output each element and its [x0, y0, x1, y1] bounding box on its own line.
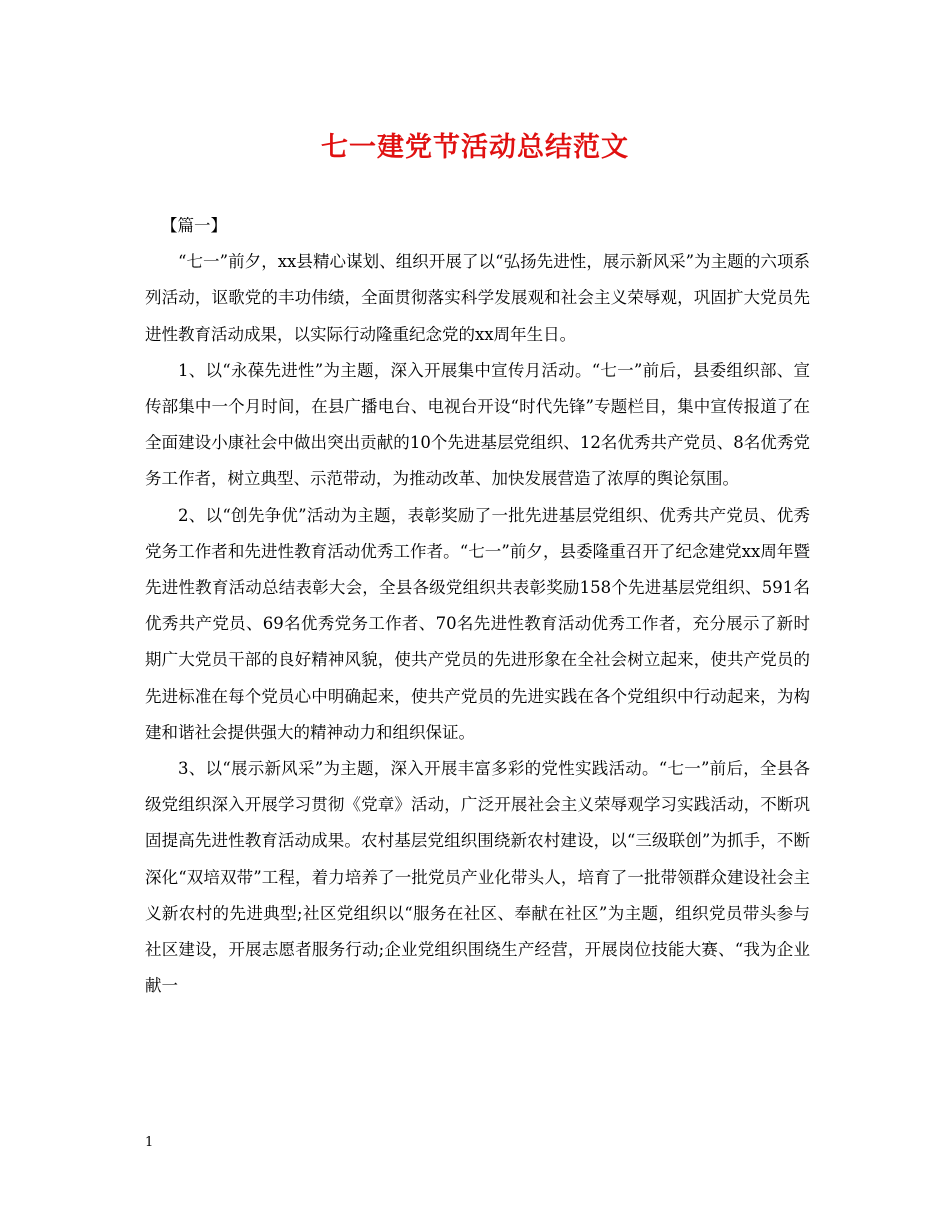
document-title: 七一建党节活动总结范文 — [321, 132, 629, 163]
section-label: 【篇一】 — [161, 216, 227, 235]
intro-paragraph: “七一”前夕，xx县精心谋划、组织开展了以“弘扬先进性，展示新风采”为主题的六项系列活动，讴歌党的丰功伟绩，全面贯彻落实科学发展观和社会主义荣辱观，巩固扩大党员先进性教育活动成果，以实际行动隆重纪念党的xx周年生日。 — [145, 252, 810, 344]
paragraph-item-1: 1、以“永葆先进性”为主题，深入开展集中宣传月活动。“七一”前后，县委组织部、宣传部集中一个月时间，在县广播电台、电视台开设“时代先锋”专题栏目，集中宣传报道了在全面建设小康社会中做出突出贡献的10个先进基层党组织、12名优秀共产党员、8名优秀党务工作者，树立典型、示范带动，为推动改革、加快发展营造了浓厚的舆论氛围。 — [145, 360, 810, 489]
paragraph-item-2: 2、以“创先争优”活动为主题，表彰奖励了一批先进基层党组织、优秀共产党员、优秀党务工作者和先进性教育活动优秀工作者。“七一”前夕，县委隆重召开了纪念建党xx周年暨先进性教育活动总结表彰大会，全县各级党组织共表彰奖励158个先进基层党组织、591名优秀共产党员、69名优秀党务工作者、70名先进性教育活动优秀工作者，充分展示了新时期广大党员干部的良好精神风貌，使共产党员的先进形象在全社会树立起来，使共产党员的先进标准在每个党员心中明确起来，使共产党员的先进实践在各个党组织中行动起来，为构建和谐社会提供强大的精神动力和组织保证。 — [145, 505, 810, 742]
page-number: 1 — [145, 1135, 154, 1150]
paragraph-item-3: 3、以“展示新风采”为主题，深入开展丰富多彩的党性实践活动。“七一”前后，全县各级党组织深入开展学习贯彻《党章》活动，广泛开展社会主义荣辱观学习实践活动，不断巩固提高先进性教育活动成果。农村基层党组织围绕新农村建设，以“三级联创”为抓手，不断深化“双培双带”工程，着力培养了一批党员产业化带头人，培育了一批带领群众建设社会主义新农村的先进典型;社区党组织以“服务在社区、奉献在社区”为主题，组织党员带头参与社区建设，开展志愿者服务行动;企业党组织围绕生产经营，开展岗位技能大赛、“我为企业献一 — [145, 759, 810, 996]
document-body — [145, 208, 810, 1004]
